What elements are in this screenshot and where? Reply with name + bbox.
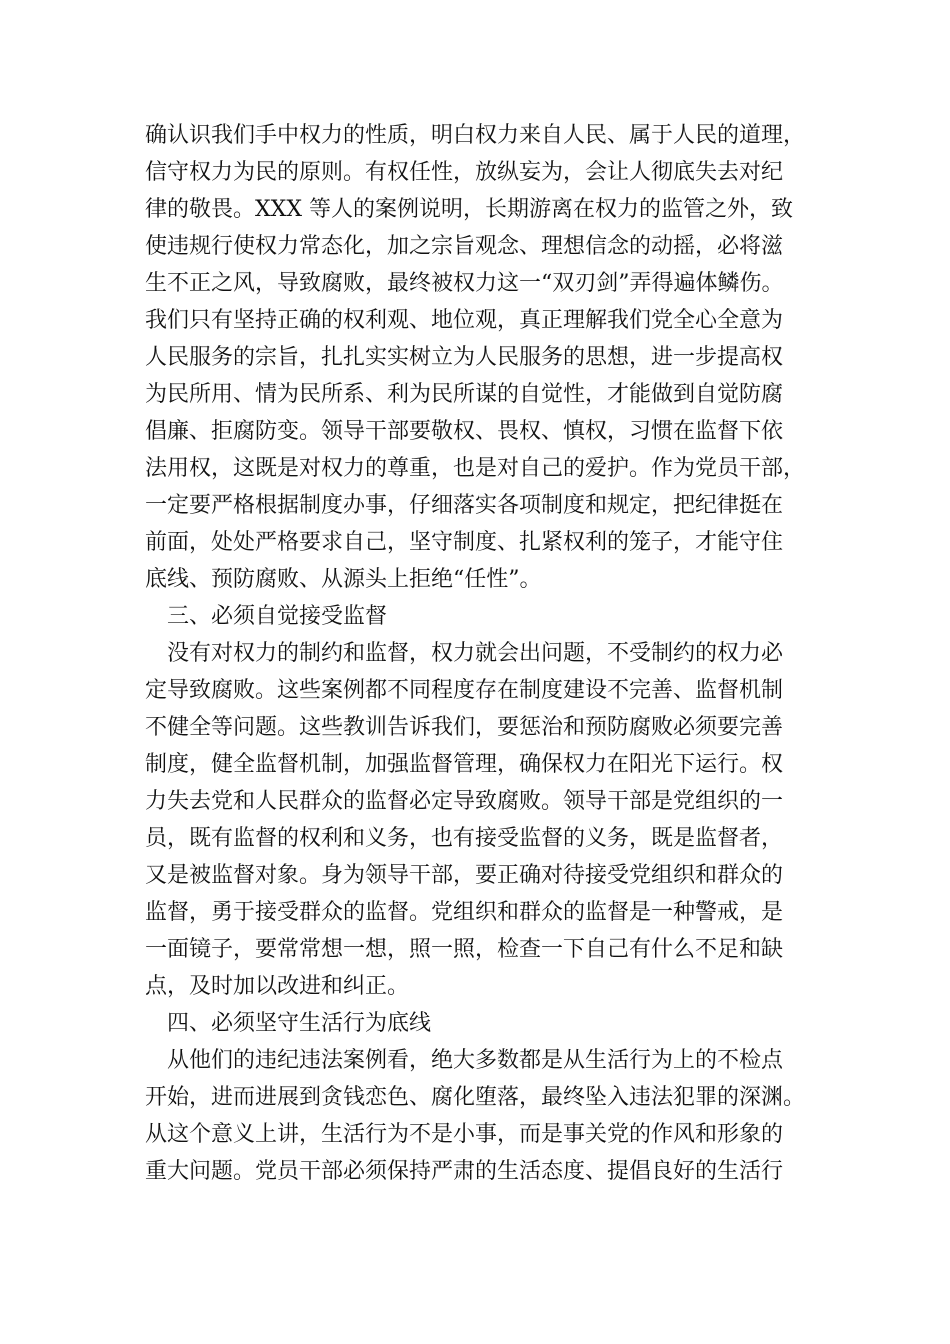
text-line: 我们只有坚持正确的权利观、地位观，真正理解我们党全心全意为 [145, 308, 784, 333]
text-line: 法用权，这既是对权力的尊重，也是对自己的爱护。作为党员干部， [145, 456, 806, 481]
text-line: 底线、预防腐败、从源头上拒绝“任性”。 [145, 567, 542, 592]
text-line: 一定要严格根据制度办事，仔细落实各项制度和规定，把纪律挺在 [145, 493, 784, 518]
text-line: 从这个意义上讲，生活行为不是小事，而是事关党的作风和形象的 [145, 1122, 784, 1147]
text-line: 重大问题。党员干部必须保持严肃的生活态度、提倡良好的生活行 [145, 1159, 784, 1184]
text-line: 开始，进而进展到贪钱恋色、腐化堕落，最终坠入违法犯罪的深渊。 [145, 1085, 806, 1110]
text-line: 一面镜子，要常常想一想，照一照，检查一下自己有什么不足和缺 [145, 937, 784, 962]
text-line: 生不正之风，导致腐败，最终被权力这一“双刃剑”弄得遍体鳞伤。 [145, 271, 784, 296]
text-line: 又是被监督对象。身为领导干部，要正确对待接受党组织和群众的 [145, 863, 784, 888]
text-line: 律的敬畏。XXX 等人的案例说明，长期游离在权力的监管之外，致 [145, 197, 793, 222]
text-line: 没有对权力的制约和监督，权力就会出问题，不受制约的权力必 [167, 641, 784, 666]
text-line: 前面，处处严格要求自己，坚守制度、扎紧权利的笼子，才能守住 [145, 530, 784, 555]
text-line: 监督，勇于接受群众的监督。党组织和群众的监督是一种警戒，是 [145, 900, 784, 925]
text-line: 员，既有监督的权利和义务，也有接受监督的义务，既是监督者， [145, 826, 784, 851]
text-line: 不健全等问题。这些教训告诉我们，要惩治和预防腐败必须要完善 [145, 715, 784, 740]
text-line: 人民服务的宗旨，扎扎实实树立为人民服务的思想，进一步提高权 [145, 345, 784, 370]
text-line: 为民所用、情为民所系、利为民所谋的自觉性，才能做到自觉防腐 [145, 382, 784, 407]
text-line: 使违规行使权力常态化，加之宗旨观念、理想信念的动摇，必将滋 [145, 234, 784, 259]
document-body [145, 117, 815, 1190]
text-line: 力失去党和人民群众的监督必定导致腐败。领导干部是党组织的一 [145, 789, 784, 814]
text-line: 点，及时加以改进和纠正。 [145, 974, 410, 999]
section-heading: 三、必须自觉接受监督 [167, 604, 388, 629]
text-line: 定导致腐败。这些案例都不同程度存在制度建设不完善、监督机制 [145, 678, 784, 703]
text-line: 制度，健全监督机制，加强监督管理，确保权力在阳光下运行。权 [145, 752, 784, 777]
text-line: 信守权力为民的原则。有权任性，放纵妄为，会让人彻底失去对纪 [145, 160, 784, 185]
text-line: 确认识我们手中权力的性质，明白权力来自人民、属于人民的道理， [145, 123, 806, 148]
text-line: 倡廉、拒腐防变。领导干部要敬权、畏权、慎权，习惯在监督下依 [145, 419, 784, 444]
section-heading: 四、必须坚守生活行为底线 [167, 1011, 432, 1036]
text-line: 从他们的违纪违法案例看，绝大多数都是从生活行为上的不检点 [167, 1048, 784, 1073]
